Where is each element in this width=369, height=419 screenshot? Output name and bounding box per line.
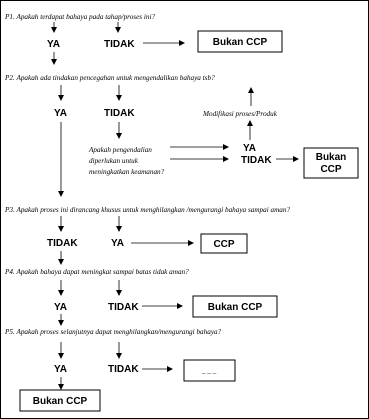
- question-p1: P1. Apakah terdapat bahaya pada tahap/proses ini?: [5, 13, 156, 21]
- question-p4: P4. Apakah bahaya dapat meningkat sampai batas tidak aman?: [5, 268, 189, 276]
- box-p4-bukan-ccp-label: Bukan CCP: [207, 302, 263, 313]
- answer-p5-ya: YA: [54, 364, 67, 375]
- question-p5: P5. Apakah proses selanjutnya dapat menghilangkan/mengurangi bahaya?: [5, 328, 222, 336]
- answer-p3-ya: YA: [111, 238, 124, 249]
- control-question-line3: meningkatkan keamanan?: [89, 168, 165, 176]
- answer-p5-tidak: TIDAK: [108, 364, 139, 375]
- answer-p4-ya: YA: [54, 302, 67, 313]
- question-p3: P3. Apakah proses ini dirancang khusus untuk menghilangkan /mengurangi bahaya sampai aman?: [5, 206, 291, 214]
- question-p2: P2. Apakah ada tindakan pencegahan untuk mengendalikan bahaya tsb?: [5, 74, 215, 82]
- answer-p4-tidak: TIDAK: [108, 302, 139, 313]
- answer-p2-tidak: TIDAK: [104, 108, 135, 119]
- answer-control-tidak: TIDAK: [241, 155, 272, 166]
- box-control-bukan-ccp-line2: CCP: [320, 164, 342, 175]
- box-control-bukan-ccp-line1: Bukan: [315, 152, 347, 163]
- control-question-line2: diperlukan untuk: [89, 157, 138, 165]
- answer-p2-ya: YA: [54, 108, 67, 119]
- answer-p3-tidak: TIDAK: [47, 238, 78, 249]
- box-p3-ccp-label: CCP: [213, 239, 235, 250]
- answer-p1-tidak: TIDAK: [104, 39, 135, 50]
- box-p5-blank-label: _ _ _: [201, 367, 217, 375]
- box-p1-bukan-ccp-label: Bukan CCP: [212, 37, 268, 48]
- modify-process-label: Modifikasi proses/Produk: [203, 110, 277, 118]
- answer-control-ya: YA: [243, 143, 256, 154]
- answer-p1-ya: YA: [47, 39, 60, 50]
- control-question-line1: Apakah pengendalian: [89, 146, 152, 154]
- box-p5-bukan-ccp-label: Bukan CCP: [32, 396, 88, 407]
